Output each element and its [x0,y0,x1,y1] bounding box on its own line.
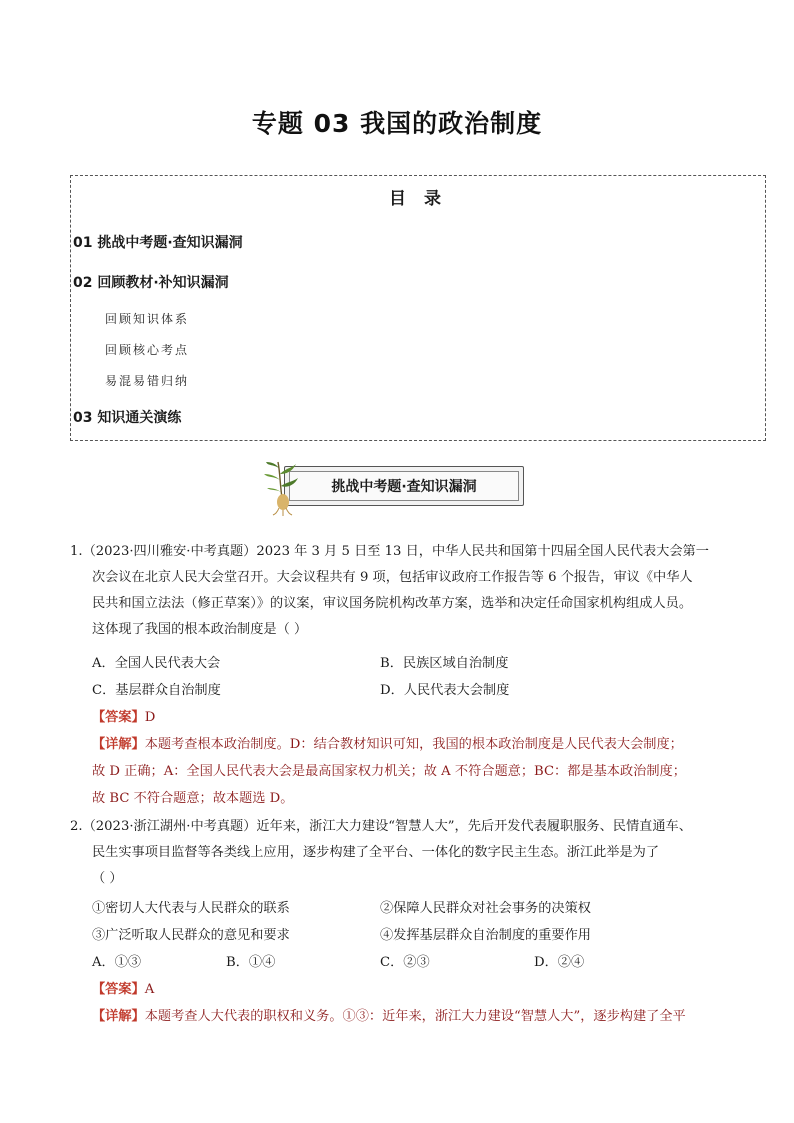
banner-frame [284,466,524,506]
question-1-line-4: 这体现了我国的根本政治制度是（ ） [92,622,308,637]
question-2-option-b[interactable]: B．①④ [226,955,276,970]
explain-text: 本题考查根本政治制度。D：结合教材知识可知，我国的根本政治制度是人民代表大会制度； [144,737,683,752]
question-2-option-c[interactable]: C．②③ [380,955,430,970]
explain-tag: 【详解】 [92,737,145,752]
question-2-statement-1: ①密切人大代表与人民群众的联系 [92,901,290,916]
section-banner [262,458,534,516]
question-2-line-1: 2.（2023·浙江湖州·中考真题）近年来，浙江大力建设“智慧人大”，先后开发代表履职服务、民情直通车、 [70,819,692,834]
toc-heading: 目 录 [389,189,447,209]
question-2-answer [92,978,154,997]
question-2-explain-line-1 [92,1005,686,1024]
plant-icon [262,458,302,516]
toc-item-03[interactable]: 03 知识通关演练 [73,410,182,426]
answer-value: D [144,710,156,725]
question-1-answer [92,706,155,725]
question-2-statement-2: ②保障人民群众对社会事务的决策权 [380,901,591,916]
page-title: 专题 03 我国的政治制度 [251,109,543,138]
explain-tag: 【详解】 [92,1009,145,1024]
answer-value: A [144,982,155,997]
question-1-explain-line-3: 故 BC 不符合题意；故本题选 D。 [92,791,294,806]
answer-tag: 【答案】 [92,710,145,725]
question-1-option-a[interactable]: A．全国人民代表大会 [92,656,221,671]
toc-subitem-knowledge-system[interactable]: 回顾知识体系 [105,312,190,326]
question-1-line-3: 民共和国立法法（修正草案）》的议案，审议国务院机构改革方案，选举和决定任命国家机构组成人员。 [92,596,693,611]
question-1-explain-line-1 [92,733,683,752]
question-2-line-2: 民生实事项目监督等各类线上应用，逐步构建了全平台、一体化的数字民主生态。浙江此举是为了 [92,845,660,860]
toc-subitem-core-points[interactable]: 回顾核心考点 [105,343,190,357]
answer-tag: 【答案】 [92,982,145,997]
question-1-explain-line-2: 故 D 正确；A：全国人民代表大会是最高国家权力机关；故 A 不符合题意；BC：都是基本政治制度； [92,764,686,779]
question-1-option-b[interactable]: B．民族区域自治制度 [380,656,509,671]
question-1-line-1: 1.（2023·四川雅安·中考真题）2023 年 3 月 5 日至 13 日，中华人民共和国第十四届全国人民代表大会第一 [70,544,709,559]
question-2-option-d[interactable]: D．②④ [534,955,585,970]
question-1-option-d[interactable]: D．人民代表大会制度 [380,683,510,698]
toc-item-01[interactable]: 01 挑战中考题·查知识漏洞 [73,235,243,251]
question-1 [70,539,740,643]
banner-label: 挑战中考题·查知识漏洞 [289,471,519,501]
table-of-contents [70,175,766,441]
explain-text: 本题考查人大代表的职权和义务。①③：近年来，浙江大力建设“智慧人大”，逐步构建了全平 [144,1009,686,1024]
toc-subitem-confusions[interactable]: 易混易错归纳 [105,374,190,388]
question-2 [70,814,740,892]
question-2-statement-4: ④发挥基层群众自治制度的重要作用 [380,928,591,943]
toc-item-02[interactable]: 02 回顾教材·补知识漏洞 [73,275,229,291]
question-2-statement-3: ③广泛听取人民群众的意见和要求 [92,928,290,943]
question-1-option-c[interactable]: C．基层群众自治制度 [92,683,221,698]
question-1-line-2: 次会议在北京人民大会堂召开。大会议程共有 9 项，包括审议政府工作报告等 6 个报告，审议《中华人 [92,570,693,585]
question-2-line-3: （ ） [92,871,123,886]
question-2-option-a[interactable]: A．①③ [92,955,142,970]
